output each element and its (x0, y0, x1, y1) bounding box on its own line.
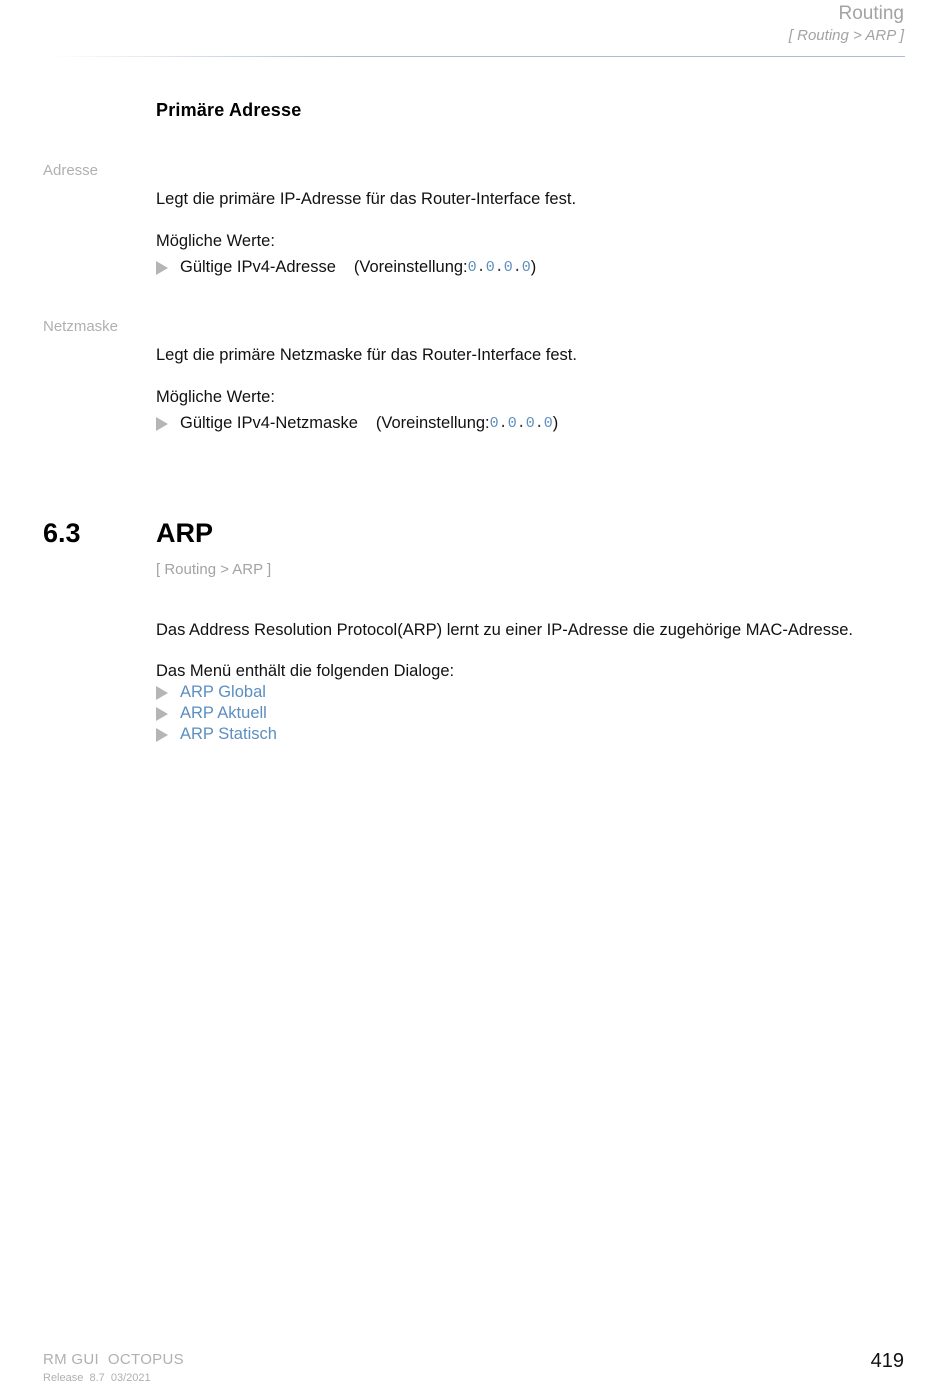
bullet-arrow-icon (156, 417, 168, 431)
address-default-octet: 0 (521, 259, 531, 276)
dialog-link-item[interactable] (156, 725, 277, 744)
link-arp-aktuell[interactable]: ARP Aktuell (180, 704, 267, 722)
dialog-link-item[interactable] (156, 683, 266, 702)
footer-release: Release 8.7 03/2021 (43, 1372, 151, 1384)
parameter-label-address: Adresse (43, 162, 99, 179)
page-header-breadcrumb: [ Routing > ARP ] (788, 27, 904, 44)
address-values-intro: Mögliche Werte: (156, 232, 275, 250)
section-number: 6.3 (43, 518, 81, 548)
netmask-default-prefix: (Voreinstellung: (375, 414, 490, 432)
page-number: 419 (870, 1350, 904, 1372)
netmask-default-suffix: ) (552, 414, 559, 432)
address-value-text: Gültige IPv4-Adresse (180, 258, 336, 276)
address-default-octet: 0 (485, 259, 495, 276)
bullet-arrow-icon (156, 728, 168, 742)
netmask-description: Legt die primäre Netzmaske für das Router-Interface fest. (156, 346, 577, 364)
netmask-default-octet: 0 (525, 415, 535, 432)
netmask-values-intro: Mögliche Werte: (156, 388, 275, 406)
address-default-suffix: ) (530, 258, 537, 276)
footer-document-name: RM GUI OCTOPUS (43, 1351, 184, 1368)
section-breadcrumb: [ Routing > ARP ] (156, 561, 272, 578)
section-title: ARP (156, 518, 214, 548)
address-default-octet: 0 (503, 259, 513, 276)
address-description: Legt die primäre IP-Adresse für das Router-Interface fest. (156, 190, 577, 208)
parameter-label-netmask: Netzmaske (43, 318, 119, 335)
address-value-bullet: Gültige IPv4-Adresse (Voreinstellung: 0 . 0 . 0 . 0 ) (156, 258, 536, 277)
address-default-octet: 0 (467, 259, 477, 276)
netmask-default-octet: 0 (489, 415, 499, 432)
header-divider (50, 56, 905, 57)
netmask-value-text: Gültige IPv4-Netzmaske (180, 414, 358, 432)
bullet-arrow-icon (156, 707, 168, 721)
bullet-arrow-icon (156, 261, 168, 275)
page-header-title: Routing (838, 3, 904, 24)
arp-intro: Das Address Resolution Protocol(ARP) lernt zu einer IP-Adresse die zugehörige MAC-Adresse. (156, 621, 853, 639)
arp-menu-intro: Das Menü enthält die folgenden Dialoge: (156, 662, 455, 680)
link-arp-statisch[interactable]: ARP Statisch (180, 725, 277, 743)
netmask-value-bullet: Gültige IPv4-Netzmaske (Voreinstellung: 0 . 0 . 0 . 0 ) (156, 414, 558, 433)
bullet-arrow-icon (156, 686, 168, 700)
address-default-prefix: (Voreinstellung: (353, 258, 468, 276)
netmask-default-octet: 0 (507, 415, 517, 432)
subsection-heading: Primäre Adresse (156, 100, 302, 120)
dialog-link-item[interactable] (156, 704, 267, 723)
netmask-default-octet: 0 (543, 415, 553, 432)
link-arp-global[interactable]: ARP Global (180, 683, 266, 701)
